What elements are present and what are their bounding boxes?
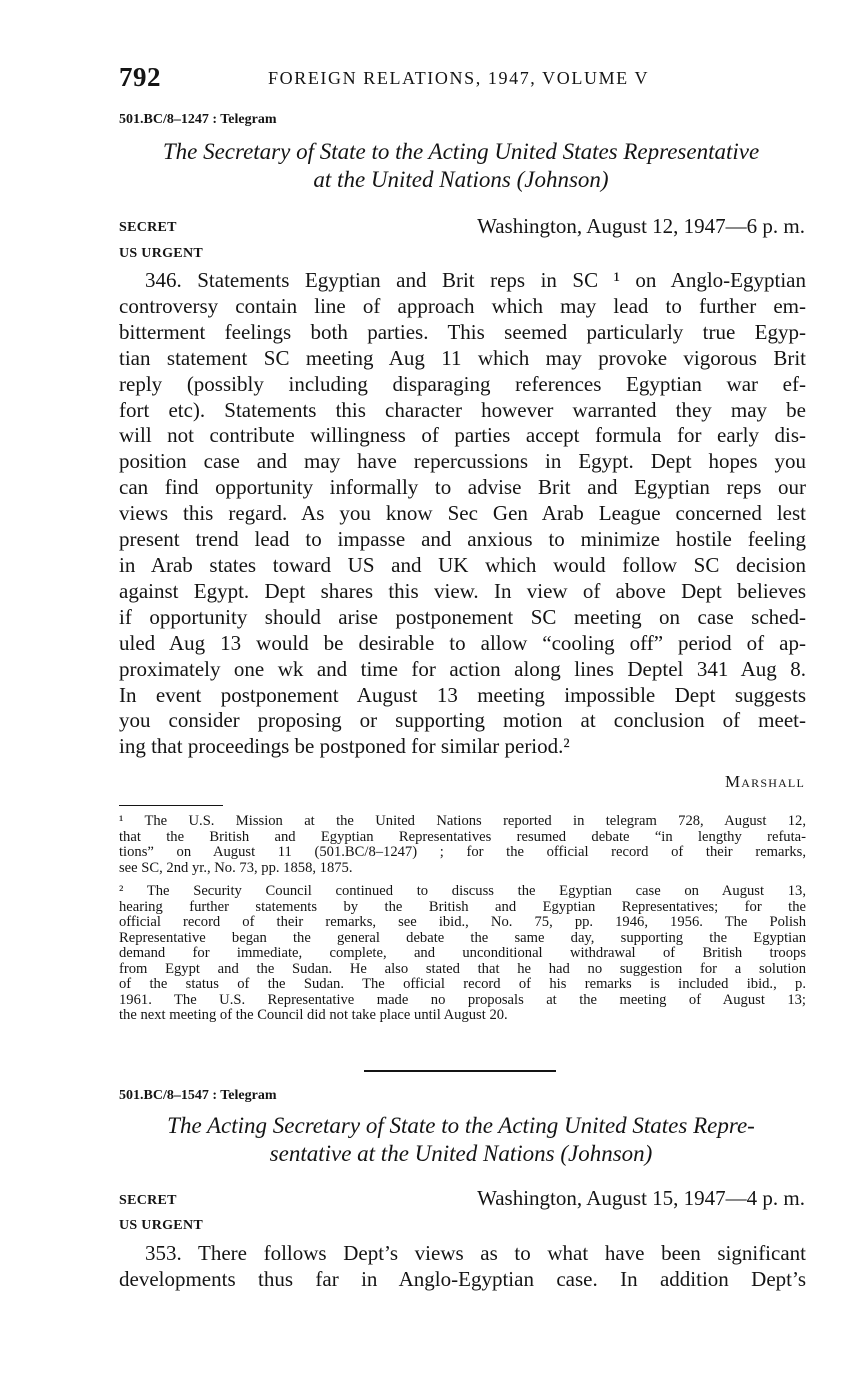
footnote-2 (119, 884, 806, 1024)
footnote-line: official record of their remarks, see ibid., No. 75, pp. 1946, 1956. The Polish (119, 914, 806, 930)
footnote-line: Representative began the general debate the same day, supporting the Egyptian (119, 929, 806, 946)
body-line: uled Aug 13 would be desirable to allow “cooling off” period of ap- (119, 630, 806, 655)
section-divider (364, 1070, 556, 1072)
body-line: proximately one wk and time for action along lines Deptel 341 Aug 8. (119, 656, 806, 681)
footnote-line: tions” on August 11 (501.BC/8–1247) ; for the official record of their remarks, (119, 844, 806, 860)
urgency: US URGENT (119, 246, 203, 261)
body-line: tian statement SC meeting Aug 11 which may provoke vigorous Brit (119, 345, 806, 370)
urgency: US URGENT (119, 1218, 203, 1233)
footnote-line: from Egypt and the Sudan. He also stated that he had no suggestion for a solution (119, 960, 806, 977)
body-line: 353. There follows Dept’s views as to what have been significant (145, 1241, 806, 1265)
body-line: controversy contain line of approach which may lead to further em- (119, 293, 806, 318)
title-line: The Secretary of State to the Acting United States Representative (162, 139, 760, 164)
footnote-rule (119, 805, 223, 806)
body-line: views this regard. As you know Sec Gen Arab League concerned lest (119, 501, 806, 526)
body-line: position case and may have repercussions in Egypt. Dept hopes you (119, 449, 806, 474)
file-reference: 501.BC/8–1547 : Telegram (119, 1088, 277, 1103)
body-line: present trend lead to impasse and anxious to minimize hostile feeling (119, 527, 806, 552)
place-date: Washington, August 12, 1947—6 p. m. (477, 214, 805, 238)
place-date: Washington, August 15, 1947—4 p. m. (477, 1186, 805, 1210)
page-number: 792 (119, 62, 161, 92)
telegram-body (119, 268, 806, 760)
body-line: can find opportunity informally to advise Brit and Egyptian reps our (119, 475, 806, 500)
body-line: In event postponement August 13 meeting impossible Dept suggests (119, 682, 806, 707)
body-line: bitterment feelings both parties. This seemed particularly true Egyp- (119, 319, 806, 344)
file-reference: 501.BC/8–1247 : Telegram (119, 112, 277, 127)
body-line: if opportunity should arise postponement SC meeting on case sched- (119, 604, 806, 629)
footnote-line: of the status of the Sudan. The official record of his remarks is included ibid., p. (119, 976, 806, 992)
footnote-1 (119, 814, 806, 876)
signature: Marshall (724, 772, 805, 791)
body-line: will not contribute willingness of parties accept formula for early dis- (119, 423, 806, 448)
body-line: 346. Statements Egyptian and Brit reps in SC ¹ on Anglo-Egyptian (145, 268, 806, 292)
title-line: sentative at the United Nations (Johnson) (269, 1141, 653, 1166)
body-line: in Arab states toward US and UK which would follow SC decision (119, 552, 806, 577)
footnote-line: ¹ The U.S. Mission at the United Nations reported in telegram 728, August 12, (119, 813, 806, 829)
title-line: at the United Nations (Johnson) (313, 167, 609, 192)
classification: SECRET (119, 220, 177, 235)
classification: SECRET (119, 1193, 177, 1208)
body-line: reply (possibly including disparaging references Egyptian war ef- (119, 371, 806, 396)
body-line: fort etc). Statements this character however warranted they may be (119, 397, 806, 422)
footnote-line: demand for immediate, complete, and unconditional withdrawal of British troops (119, 945, 806, 961)
footnote-line: hearing further statements by the British and Egyptian Representatives; for the (119, 898, 806, 915)
footnote-line: see SC, 2nd yr., No. 73, pp. 1858, 1875. (119, 859, 353, 876)
title-line: The Acting Secretary of State to the Acting United States Repre- (167, 1113, 755, 1138)
body-line: developments thus far in Anglo-Egyptian case. In addition Dept’s (119, 1266, 806, 1291)
footnote-line: the next meeting of the Council did not take place until August 20. (119, 1007, 508, 1023)
running-head: FOREIGN RELATIONS, 1947, VOLUME V (268, 68, 650, 88)
body-line: ing that proceedings be postponed for similar period.² (119, 734, 570, 759)
footnote-line: 1961. The U.S. Representative made no proposals at the meeting of August 13; (119, 991, 806, 1008)
telegram-body (119, 1241, 806, 1293)
footnote-line: that the British and Egyptian Representatives resumed debate “in lengthy refuta- (119, 828, 806, 845)
body-line: you consider proposing or supporting motion at conclusion of meet- (119, 708, 806, 733)
body-line: against Egypt. Dept shares this view. In view of above Dept believes (119, 578, 806, 603)
document-title (110, 1112, 812, 1168)
document-title (110, 138, 812, 194)
footnote-line: ² The Security Council continued to discuss the Egyptian case on August 13, (119, 883, 806, 899)
